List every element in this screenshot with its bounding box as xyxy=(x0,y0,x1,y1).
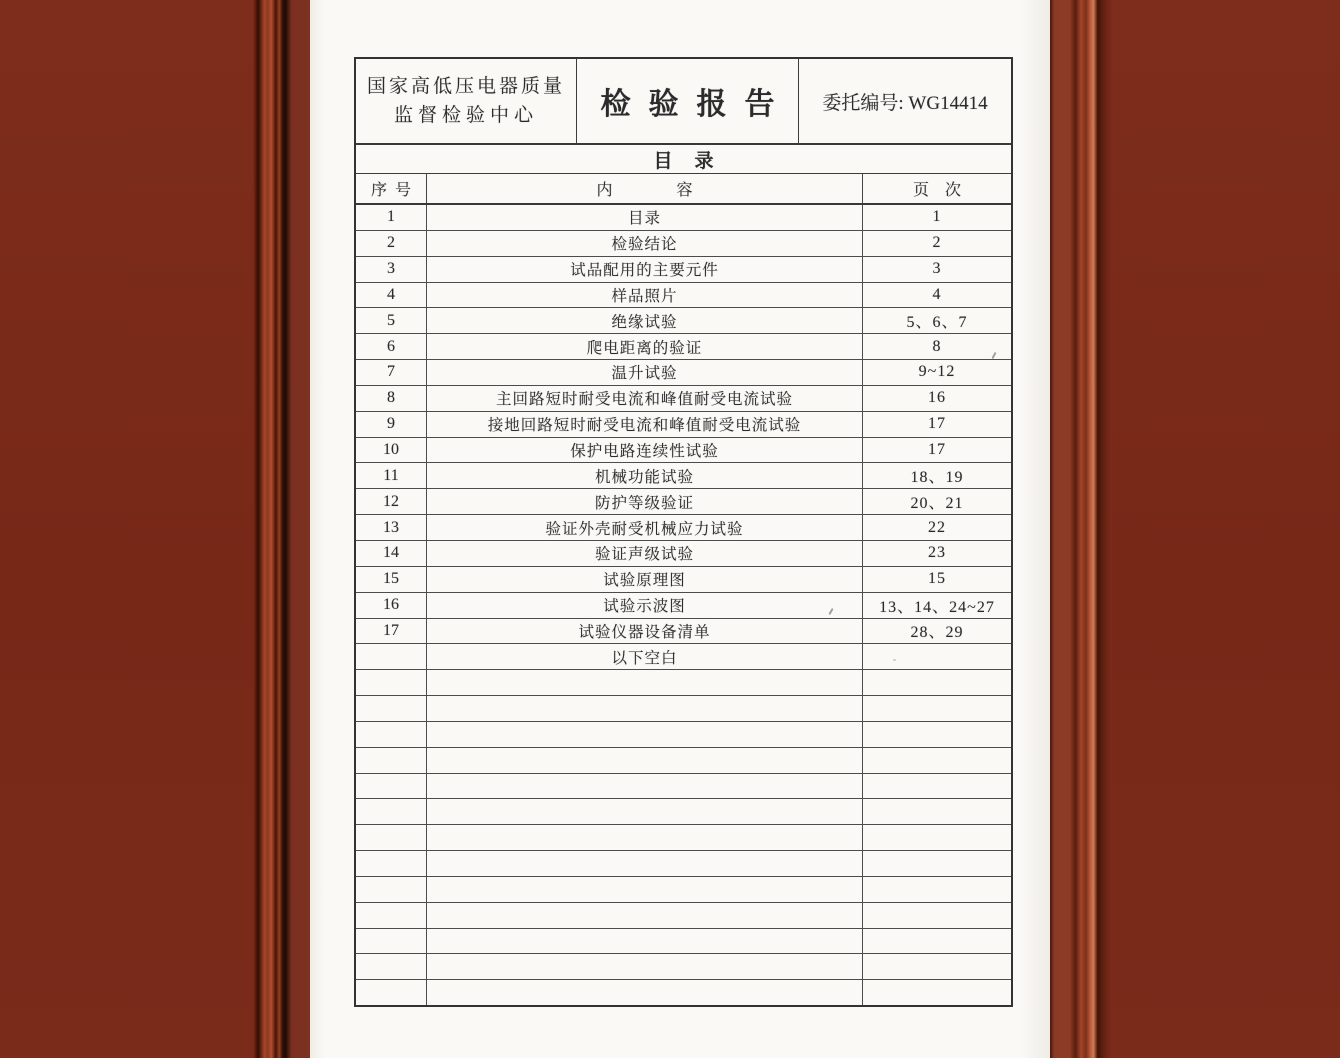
row-number-cell xyxy=(356,903,427,928)
table-row xyxy=(356,386,1011,412)
row-pages-cell: 9~12 xyxy=(918,363,956,381)
table-row xyxy=(356,644,1011,670)
report-title-cell xyxy=(577,59,799,143)
row-number-cell: 11 xyxy=(356,463,427,488)
table-row xyxy=(356,877,1011,903)
table-row xyxy=(356,567,1011,593)
row-content-cell xyxy=(427,670,863,695)
row-content-cell xyxy=(427,851,863,876)
frame-molding-left xyxy=(253,0,310,1058)
row-content-cell: 试验原理图 xyxy=(427,567,863,592)
table-row xyxy=(356,308,1011,334)
row-number-cell xyxy=(356,644,427,669)
table-row xyxy=(356,593,1011,619)
row-number-cell xyxy=(356,877,427,902)
row-content-cell xyxy=(427,774,863,799)
row-content-cell: 试验示波图 xyxy=(427,593,863,618)
table-row xyxy=(356,825,1011,851)
table-row xyxy=(356,541,1011,567)
table-row xyxy=(356,438,1011,464)
commission-number: 委托编号: WG14414 xyxy=(822,92,988,114)
row-content-cell xyxy=(427,825,863,850)
row-content-cell: 试验仪器设备清单 xyxy=(427,619,863,644)
row-pages-cell: 17 xyxy=(928,441,946,459)
row-content-cell: 验证外壳耐受机械应力试验 xyxy=(427,515,863,540)
row-number-cell: 17 xyxy=(356,619,427,644)
row-pages-cell xyxy=(863,851,1011,876)
frame-molding-right xyxy=(1050,0,1112,1058)
row-pages-cell xyxy=(863,799,1011,824)
commission-number-cell xyxy=(799,59,1011,143)
row-number-cell xyxy=(356,722,427,747)
row-pages-cell: 4 xyxy=(932,285,942,303)
row-pages-cell xyxy=(863,722,1011,747)
table-row xyxy=(356,954,1011,980)
row-pages-cell xyxy=(863,748,1011,773)
row-pages-cell xyxy=(863,980,1011,1005)
row-number-cell: 9 xyxy=(356,412,427,437)
row-number-cell: 16 xyxy=(356,593,427,618)
toc-column-headers xyxy=(356,174,1011,205)
row-pages-cell xyxy=(863,929,1011,954)
row-number-cell: 8 xyxy=(356,386,427,411)
section-title: 目录 xyxy=(653,150,736,172)
row-content-cell: 绝缘试验 xyxy=(427,308,863,333)
column-header-no xyxy=(356,174,427,203)
row-pages-cell xyxy=(863,644,1011,669)
row-number-cell: 4 xyxy=(356,283,427,308)
table-row xyxy=(356,748,1011,774)
table-row xyxy=(356,257,1011,283)
row-number-cell xyxy=(356,954,427,979)
report-header-row xyxy=(356,59,1011,145)
row-pages-cell xyxy=(863,825,1011,850)
section-title-row xyxy=(356,145,1011,174)
row-number-cell xyxy=(356,799,427,824)
row-content-cell xyxy=(427,696,863,721)
row-number-cell: 3 xyxy=(356,257,427,282)
row-number-cell xyxy=(356,696,427,721)
table-row xyxy=(356,205,1011,231)
table-row xyxy=(356,412,1011,438)
row-content-cell: 防护等级验证 xyxy=(427,489,863,514)
row-pages-cell: 18、19 xyxy=(910,469,964,487)
row-pages-cell: 5、6、7 xyxy=(906,314,968,332)
table-row xyxy=(356,851,1011,877)
row-content-cell xyxy=(427,929,863,954)
row-content-cell: 试品配用的主要元件 xyxy=(427,257,863,282)
table-row xyxy=(356,670,1011,696)
row-content-cell xyxy=(427,980,863,1005)
column-header-pages xyxy=(863,174,1011,203)
row-pages-cell: 2 xyxy=(932,234,942,252)
row-pages-cell: 1 xyxy=(932,208,942,226)
row-number-cell: 13 xyxy=(356,515,427,540)
organization-cell xyxy=(356,59,577,143)
row-pages-cell: 15 xyxy=(928,570,946,588)
column-header-content xyxy=(427,174,863,203)
table-row xyxy=(356,722,1011,748)
table-row xyxy=(356,231,1011,257)
row-pages-cell: 13、14、24~27 xyxy=(879,598,995,616)
table-row xyxy=(356,334,1011,360)
row-pages-cell: 8 xyxy=(932,337,942,355)
row-number-cell: 2 xyxy=(356,231,427,256)
row-content-cell xyxy=(427,748,863,773)
row-pages-cell xyxy=(863,954,1011,979)
row-pages-cell xyxy=(863,877,1011,902)
row-pages-cell: 3 xyxy=(932,260,942,278)
row-number-cell: 10 xyxy=(356,438,427,463)
table-row xyxy=(356,360,1011,386)
table-row xyxy=(356,515,1011,541)
toc-table xyxy=(354,57,1013,1007)
row-content-cell: 保护电路连续性试验 xyxy=(427,438,863,463)
report-title: 检验报告 xyxy=(600,88,793,121)
table-row xyxy=(356,903,1011,929)
row-content-cell xyxy=(427,799,863,824)
table-row xyxy=(356,929,1011,955)
row-content-cell: 接地回路短时耐受电流和峰值耐受电流试验 xyxy=(427,412,863,437)
row-content-cell xyxy=(427,877,863,902)
row-number-cell: 1 xyxy=(356,205,427,230)
row-content-cell xyxy=(427,722,863,747)
row-number-cell xyxy=(356,851,427,876)
row-pages-cell xyxy=(863,774,1011,799)
row-content-cell: 机械功能试验 xyxy=(427,463,863,488)
row-number-cell: 15 xyxy=(356,567,427,592)
row-number-cell: 5 xyxy=(356,308,427,333)
row-pages-cell xyxy=(863,670,1011,695)
row-content-cell: 目录 xyxy=(427,205,863,230)
row-content-cell: 以下空白 xyxy=(427,644,863,669)
table-row xyxy=(356,619,1011,645)
organization-line1: 国家高低压电器质量 xyxy=(366,76,565,97)
table-row xyxy=(356,463,1011,489)
row-pages-cell xyxy=(863,903,1011,928)
row-content-cell: 爬电距离的验证 xyxy=(427,334,863,359)
toc-body xyxy=(356,205,1011,1005)
row-number-cell xyxy=(356,670,427,695)
row-pages-cell: 23 xyxy=(928,544,946,562)
column-header-no-label: 序号 xyxy=(370,182,419,199)
row-pages-cell xyxy=(863,696,1011,721)
table-row xyxy=(356,774,1011,800)
row-number-cell xyxy=(356,825,427,850)
row-pages-cell: 28、29 xyxy=(910,624,964,642)
row-pages-cell: 17 xyxy=(928,415,946,433)
row-pages-cell: 20、21 xyxy=(910,495,964,513)
row-pages-cell: 22 xyxy=(928,518,946,536)
row-number-cell xyxy=(356,774,427,799)
row-content-cell: 温升试验 xyxy=(427,360,863,385)
row-number-cell: 12 xyxy=(356,489,427,514)
column-header-pages-label: 页次 xyxy=(912,182,977,199)
row-content-cell xyxy=(427,903,863,928)
row-number-cell: 7 xyxy=(356,360,427,385)
organization-line2: 监督检验中心 xyxy=(393,105,538,126)
row-number-cell: 14 xyxy=(356,541,427,566)
row-number-cell xyxy=(356,929,427,954)
row-content-cell: 样品照片 xyxy=(427,283,863,308)
row-number-cell: 6 xyxy=(356,334,427,359)
table-row xyxy=(356,489,1011,515)
table-row xyxy=(356,283,1011,309)
table-row xyxy=(356,799,1011,825)
table-row xyxy=(356,980,1011,1005)
row-content-cell xyxy=(427,954,863,979)
row-content-cell: 检验结论 xyxy=(427,231,863,256)
row-content-cell: 主回路短时耐受电流和峰值耐受电流试验 xyxy=(427,386,863,411)
row-pages-cell: 16 xyxy=(928,389,946,407)
document-page xyxy=(310,0,1050,1058)
column-header-content-label: 内容 xyxy=(596,182,757,199)
scan-artifact xyxy=(893,659,896,661)
row-number-cell xyxy=(356,980,427,1005)
table-row xyxy=(356,696,1011,722)
row-content-cell: 验证声级试验 xyxy=(427,541,863,566)
row-number-cell xyxy=(356,748,427,773)
